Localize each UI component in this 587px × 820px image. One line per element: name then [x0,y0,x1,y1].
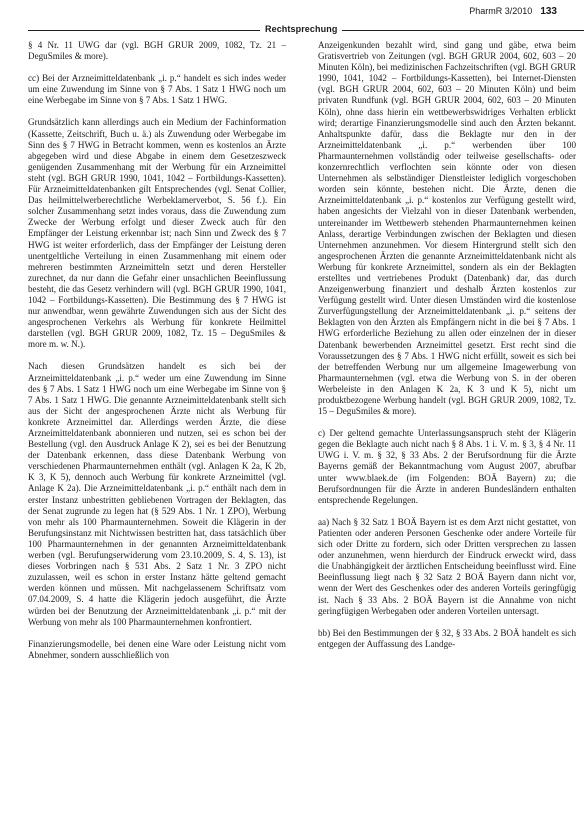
paragraph: c) Der geltend gemachte Unterlassungsanspruch steht der Klägerin gegen die Beklagte auch nicht nach § 8 Abs. 1 i. V. m. § 3, § 4 Nr. 11 UWG i. V. m. § 32, § 33 Abs. 2 der Berufsordnung für die Ärzte Bayerns gemäß der Bekanntmachung vom August 2007, abrufbar unter www.blaek.de (im Folgenden: BOÄ Bayern) zu; die Berufsordnungen für die Ärzte in anderen Bundesländern enthalten entsprechende Regelungen. [318,428,576,505]
paragraph: Anzeigenkunden bezahlt wird, sind gang und gäbe, etwa beim Gratisvertrieb von Zeitungen (vgl. BGH GRUR 2004, 602, 603 – 20 Minuten Köln), bei medizinischen Fachzeitschriften (vgl. BGH GRUR 1990, 1041, 1042 – Fortbildungs-Kassetten), bei Internet-Diensten (vgl. BGH GRUR 2004, 602, 603 – 20 Minuten Köln) und beim privaten Rundfunk (vgl. BGH GRUR 2004, 602, 603 – 20 Minuten Köln), ohne dass hierin ein wettbewerbswidriges Verhalten erblickt wird; derartige Finanzierungsmodelle sind auch den Ärzten bekannt. Anhaltspunkte dafür, dass die Beklagte nur den in der Arzneimitteldatenbank „i. p.“ werbenden über 100 Pharmaunternehmen vollständig oder teilweise gesellschafts- oder konzernrechtlich verflochten sein könnte oder von diesen Unternehmen als selbständiger Dienstleister lediglich vorgeschoben worden sein könnte, bestehen nicht. Die Ärzte, denen die Arzneimitteldatenbank „i. p.“ kostenlos zur Verfügung gestellt wird, haben angesichts der Vielzahl von in dieser Datenbank werbenden, untereinander im Wettbewerb stehenden Pharmaunternehmen keinen Anlass, derartige Verbindungen zwischen der Beklagten und diesen Unternehmen anzunehmen. Vor diesem Hintergrund stellt sich den angesprochenen Ärzten die genannte Arzneimitteldatenbank nicht als Werbung für konkrete Arzneimittel, sondern als ein der Beklagten erstelltes und vertriebenes Produkt (Datenbank) dar, das durch Anzeigenwerbung finanziert und deshalb Ärzten kostenlos zur Verfügung gestellt wird. Unter diesen Umständen wird die kostenlose Zurverfügungstellung der Arzneimitteldatenbank „i. p.“ seitens der Beklagten von den Ärzten als Empfängern nicht in die bei § 7 Abs. 1 HWG erforderliche Beziehung zu allen oder einzelnen der in dieser Datenbank bewerbenden Arzneimittel gesetzt. Erst recht sind die Voraussetzungen des § 7 Abs. 1 HWG nicht erfüllt, soweit es sich bei der betreffenden Werbung nur um allgemeine Imagewerbung von Pharmaunternehmen (vgl. etwa die Werbung von S. in der oberen Werbeleiste in den Anlagen K 2a, K 3 und K 5), nicht um produktbezogene Werbung handelt (vgl. BGH GRUR 2009, 1082, Tz. 15 – DeguSmiles & more). [318,40,576,417]
paragraph: Finanzierungsmodelle, bei denen eine Ware oder Leistung nicht vom Abnehmer, sondern ausschließlich von [28,638,286,660]
paragraph: § 4 Nr. 11 UWG dar (vgl. BGH GRUR 2009, 1082, Tz. 21 – DeguSmiles & more). [28,40,286,62]
paragraph: Nach diesen Grundsätzen handelt es sich bei der Arzneimitteldatenbank „i. p.“ weder um eine Zuwendung im Sinne des § 7 Abs. 1 Satz 1 HWG noch um eine Werbegabe im Sinne von § 7 Abs. 1 Satz 1 HWG. Die genannte Arzneimitteldatenbank stellt sich aus der Sicht der angesprochenen Ärzte nicht als Werbung für konkrete Arzneimittel dar. Allerdings werden Ärzte, die diese Arzneimitteldatenbank abonnieren und nutzen, sei es schon bei der Bestellung (vgl. den Ausdruck Anlage K 2), sei es bei der Benutzung der Datenbank erkennen, dass diese Datenbank Werbung von verschiedenen Pharmaunternehmen enthält (vgl. Anlagen K 2a, K 2b, K 3, K 5), dennoch auch Werbung für konkrete Arzneimittel (vgl. Anlage K 2a). Die Arzneimitteldatenbank „i. p.“ enthält nach dem in erster Instanz unbestritten gebliebenen Vortragen der Beklagten, das der Senat zugrunde zu legen hat (§ 529 Abs. 1 Nr. 1 ZPO), Werbung von mehr als 100 Pharmaunternehmen. Soweit die Klägerin in der Berufungsinstanz mit Nichtwissen bestritten hat, dass tatsächlich über 100 Pharmaunternehmen in der genannten Arzneimitteldatenbank werben (vgl. Berufungserwiderung vom 23.10.2009, S. 4, S. 13), ist dieses Vorbringen nach § 531 Abs. 2 Satz 1 Nr. 3 ZPO nicht zuzulassen, weil es schon in erster Instanz hätte geltend gemacht werden können und müssen. Mit nachgelassenem Schriftsatz vom 07.04.2009, S. 4 hatte die Klägerin jedoch ausgeführt, die Ärzte würden bei der Benutzung der Arzneimitteldatenbank „i. p.“ mit der Werbung von mehr als 100 Pharmaunternehmen konfrontiert. [28,361,286,627]
page-header [0,0,587,32]
paragraph: Grundsätzlich kann allerdings auch ein Medium der Fachinformation (Kassette, Zeitschrift, Buch u. ä.) als Zuwendung oder Werbegabe im Sinn des § 7 HWG in Betracht kommen, wenn es kostenlos an Ärzte abgegeben wird und diese Abgabe in einem dem Gesetzeszweck genügenden Zusammenhang mit der Werbung für ein Arzneimittel steht (vgl. BGH GRUR 1990, 1041, 1042 – Fortbildungs-Kassetten). Für Arzneimitteldatenbanken gilt Entsprechendes (vgl. Senat Collier, Das heilmittelwerberechtliche Werbeklamerverbot, S. 56 f.). Ein solcher Zusammenhang setzt indes voraus, dass die Zuwendung zum Zwecke der Werbung erfolgt und dieser Zweck auch für den Empfänger der Leistung erkennbar ist; nach Sinn und Zweck des § 7 HWG ist weiter erforderlich, dass der Empfänger der Leistung deren unentgeltliche Verteilung in einen Zusammenhang mit einem oder mehreren bestimmten Arzneimitteln setzt und deren Hersteller zurechnet, da nur dann die Gefahr einer unsachlichen Beeinflussung besteht, die das Gesetz verhindern will (vgl. BGH GRUR 1990, 1041, 1042 – Fortbildungs-Kassetten). Die Bestimmung des § 7 HWG ist nur anwendbar, wenn gewährte Zuwendungen sich aus der Sicht des angesprochenen Verkehrs als Werbung für konkrete Heilmittel darstellen (vgl. BGH GRUR 2009, 1082, Tz. 15 – DeguSmiles & more m. w. N.). [28,117,286,350]
right-column [318,40,576,650]
journal-reference [469,6,557,17]
left-column [28,40,286,661]
section-title: Rechtsprechung [260,24,342,34]
page-number: 133 [540,6,557,17]
paragraph: aa) Nach § 32 Satz 1 BOÄ Bayern ist es dem Arzt nicht gestattet, von Patienten oder anderen Personen Geschenke oder andere Vorteile für sich oder Dritte zu fordern, sich oder Dritten versprechen zu lassen oder anzunehmen, wenn hierdurch der Eindruck erweckt wird, dass die Unabhängigkeit der ärztlichen Entscheidung beeinflusst wird. Eine Beeinflussung liegt nach § 32 Satz 2 BOÄ Bayern dann nicht vor, wenn der Wert des Geschenkes oder des anderen Vorteils geringfügig ist. Nach § 33 Abs. 2 BOÄ Bayern ist die Annahme von nicht geringfügigen Werbegaben oder anderen Vorteilen untersagt. [318,516,576,616]
journal-name: PharmR 3/2010 [469,6,533,16]
paragraph: cc) Bei der Arzneimitteldatenbank „i. p.“ handelt es sich indes weder um eine Zuwendung im Sinne von § 7 Abs. 1 Satz 1 HWG noch um eine Werbegabe im Sinne von § 7 Abs. 1 Satz 1 HWG. [28,73,286,106]
paragraph: bb) Bei den Bestimmungen der § 32, § 33 Abs. 2 BOÄ handelt es sich entgegen der Auffassung des Landge- [318,627,576,649]
